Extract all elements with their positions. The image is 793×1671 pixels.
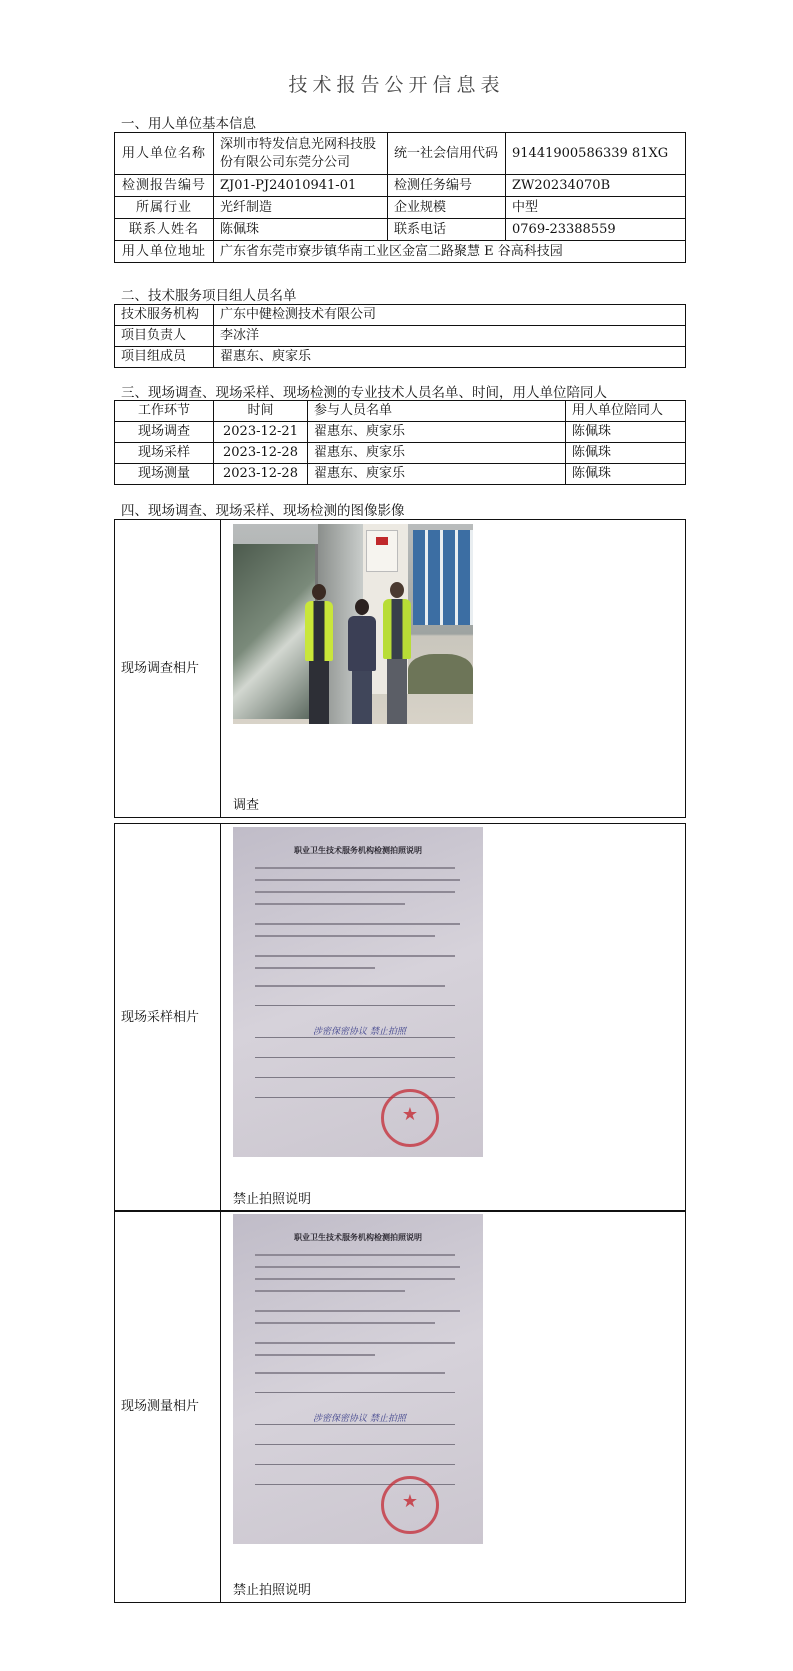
members-value: 翟惠东、庾家乐 <box>214 347 686 368</box>
section-title-team: 二、技术服务项目组人员名单 <box>121 288 297 304</box>
org-value: 广东中健检测技术有限公司 <box>214 305 686 326</box>
person-1 <box>305 584 333 724</box>
survey-photo-table <box>114 519 686 818</box>
document-title: 职业卫生技术服务机构检测拍照说明 <box>294 1232 422 1242</box>
schedule-staff: 翟惠东、庾家乐 <box>308 464 566 485</box>
schedule-date: 2023-12-21 <box>214 422 308 443</box>
sampling-document-photo <box>233 827 483 1157</box>
credit-code-value: 91441900586339 81XG <box>506 133 686 175</box>
sampling-photo-cell <box>221 824 686 1212</box>
window <box>413 530 473 625</box>
measurement-photo-cell <box>221 1211 686 1603</box>
section-title-photos: 四、现场调查、现场采样、现场检测的图像影像 <box>121 503 405 519</box>
company-seal: ★ <box>381 1089 439 1147</box>
task-number-label: 检测任务编号 <box>388 175 506 197</box>
schedule-stage: 现场调查 <box>115 422 214 443</box>
address-label: 用人单位地址 <box>115 241 214 263</box>
contact-label: 联系人姓名 <box>115 219 214 241</box>
leader-value: 李冰洋 <box>214 326 686 347</box>
leader-label: 项目负责人 <box>115 326 214 347</box>
measurement-photo-label: 现场测量相片 <box>115 1211 221 1603</box>
phone-value: 0769-23388559 <box>506 219 686 241</box>
report-number-value: ZJ01-PJ24010941-01 <box>214 175 388 197</box>
company-name-label: 用人单位名称 <box>115 133 214 175</box>
survey-photo-label: 现场调查相片 <box>115 520 221 818</box>
schedule-stage: 现场采样 <box>115 443 214 464</box>
company-seal: ★ <box>381 1476 439 1534</box>
survey-photo <box>233 524 473 724</box>
schedule-staff: 翟惠东、庾家乐 <box>308 443 566 464</box>
measurement-photo-table <box>114 1210 686 1603</box>
industry-label: 所属行业 <box>115 197 214 219</box>
hedge <box>408 654 473 694</box>
schedule-stage: 现场测量 <box>115 464 214 485</box>
credit-code-label: 统一社会信用代码 <box>388 133 506 175</box>
schedule-header-stage: 工作环节 <box>115 401 214 422</box>
measurement-photo-caption: 禁止拍照说明 <box>233 1583 312 1598</box>
members-label: 项目组成员 <box>115 347 214 368</box>
schedule-date: 2023-12-28 <box>214 443 308 464</box>
schedule-table <box>114 400 686 485</box>
schedule-header-date: 时间 <box>214 401 308 422</box>
phone-label: 联系电话 <box>388 219 506 241</box>
task-number-value: ZW20234070B <box>506 175 686 197</box>
page-title: 技术报告公开信息表 <box>288 74 505 96</box>
table-row <box>115 464 686 485</box>
person-3 <box>383 582 411 724</box>
table-row <box>115 422 686 443</box>
section-title-basic-info: 一、用人单位基本信息 <box>121 116 256 132</box>
report-number-label: 检测报告编号 <box>115 175 214 197</box>
scale-value: 中型 <box>506 197 686 219</box>
person-2 <box>348 599 376 724</box>
survey-photo-cell <box>221 520 686 818</box>
schedule-escort: 陈佩珠 <box>566 464 686 485</box>
industry-value: 光纤制造 <box>214 197 388 219</box>
schedule-header-escort: 用人单位陪同人 <box>566 401 686 422</box>
org-label: 技术服务机构 <box>115 305 214 326</box>
survey-photo-caption: 调查 <box>233 798 260 813</box>
table-row <box>115 443 686 464</box>
schedule-escort: 陈佩珠 <box>566 422 686 443</box>
contact-value: 陈佩珠 <box>214 219 388 241</box>
scale-label: 企业规模 <box>388 197 506 219</box>
schedule-staff: 翟惠东、庾家乐 <box>308 422 566 443</box>
handwritten-note: 涉密保密协议 禁止拍照 <box>313 1027 406 1037</box>
schedule-header-staff: 参与人员名单 <box>308 401 566 422</box>
handwritten-note: 涉密保密协议 禁止拍照 <box>313 1414 406 1424</box>
team-table <box>114 304 686 368</box>
schedule-escort: 陈佩珠 <box>566 443 686 464</box>
sampling-photo-table <box>114 823 686 1212</box>
sampling-photo-label: 现场采样相片 <box>115 824 221 1212</box>
document-title: 职业卫生技术服务机构检测拍照说明 <box>294 845 422 855</box>
sampling-photo-caption: 禁止拍照说明 <box>233 1192 312 1207</box>
section-title-schedule: 三、现场调查、现场采样、现场检测的专业技术人员名单、时间，用人单位陪同人 <box>121 385 607 401</box>
measurement-document-photo <box>233 1214 483 1544</box>
basic-info-table <box>114 132 686 263</box>
schedule-date: 2023-12-28 <box>214 464 308 485</box>
address-value: 广东省东莞市寮步镇华南工业区金富二路聚慧 E 谷高科技园 <box>214 241 686 263</box>
company-name-value: 深圳市特发信息光网科技股份有限公司东莞分公司 <box>214 133 388 175</box>
wall-sign <box>366 530 398 572</box>
